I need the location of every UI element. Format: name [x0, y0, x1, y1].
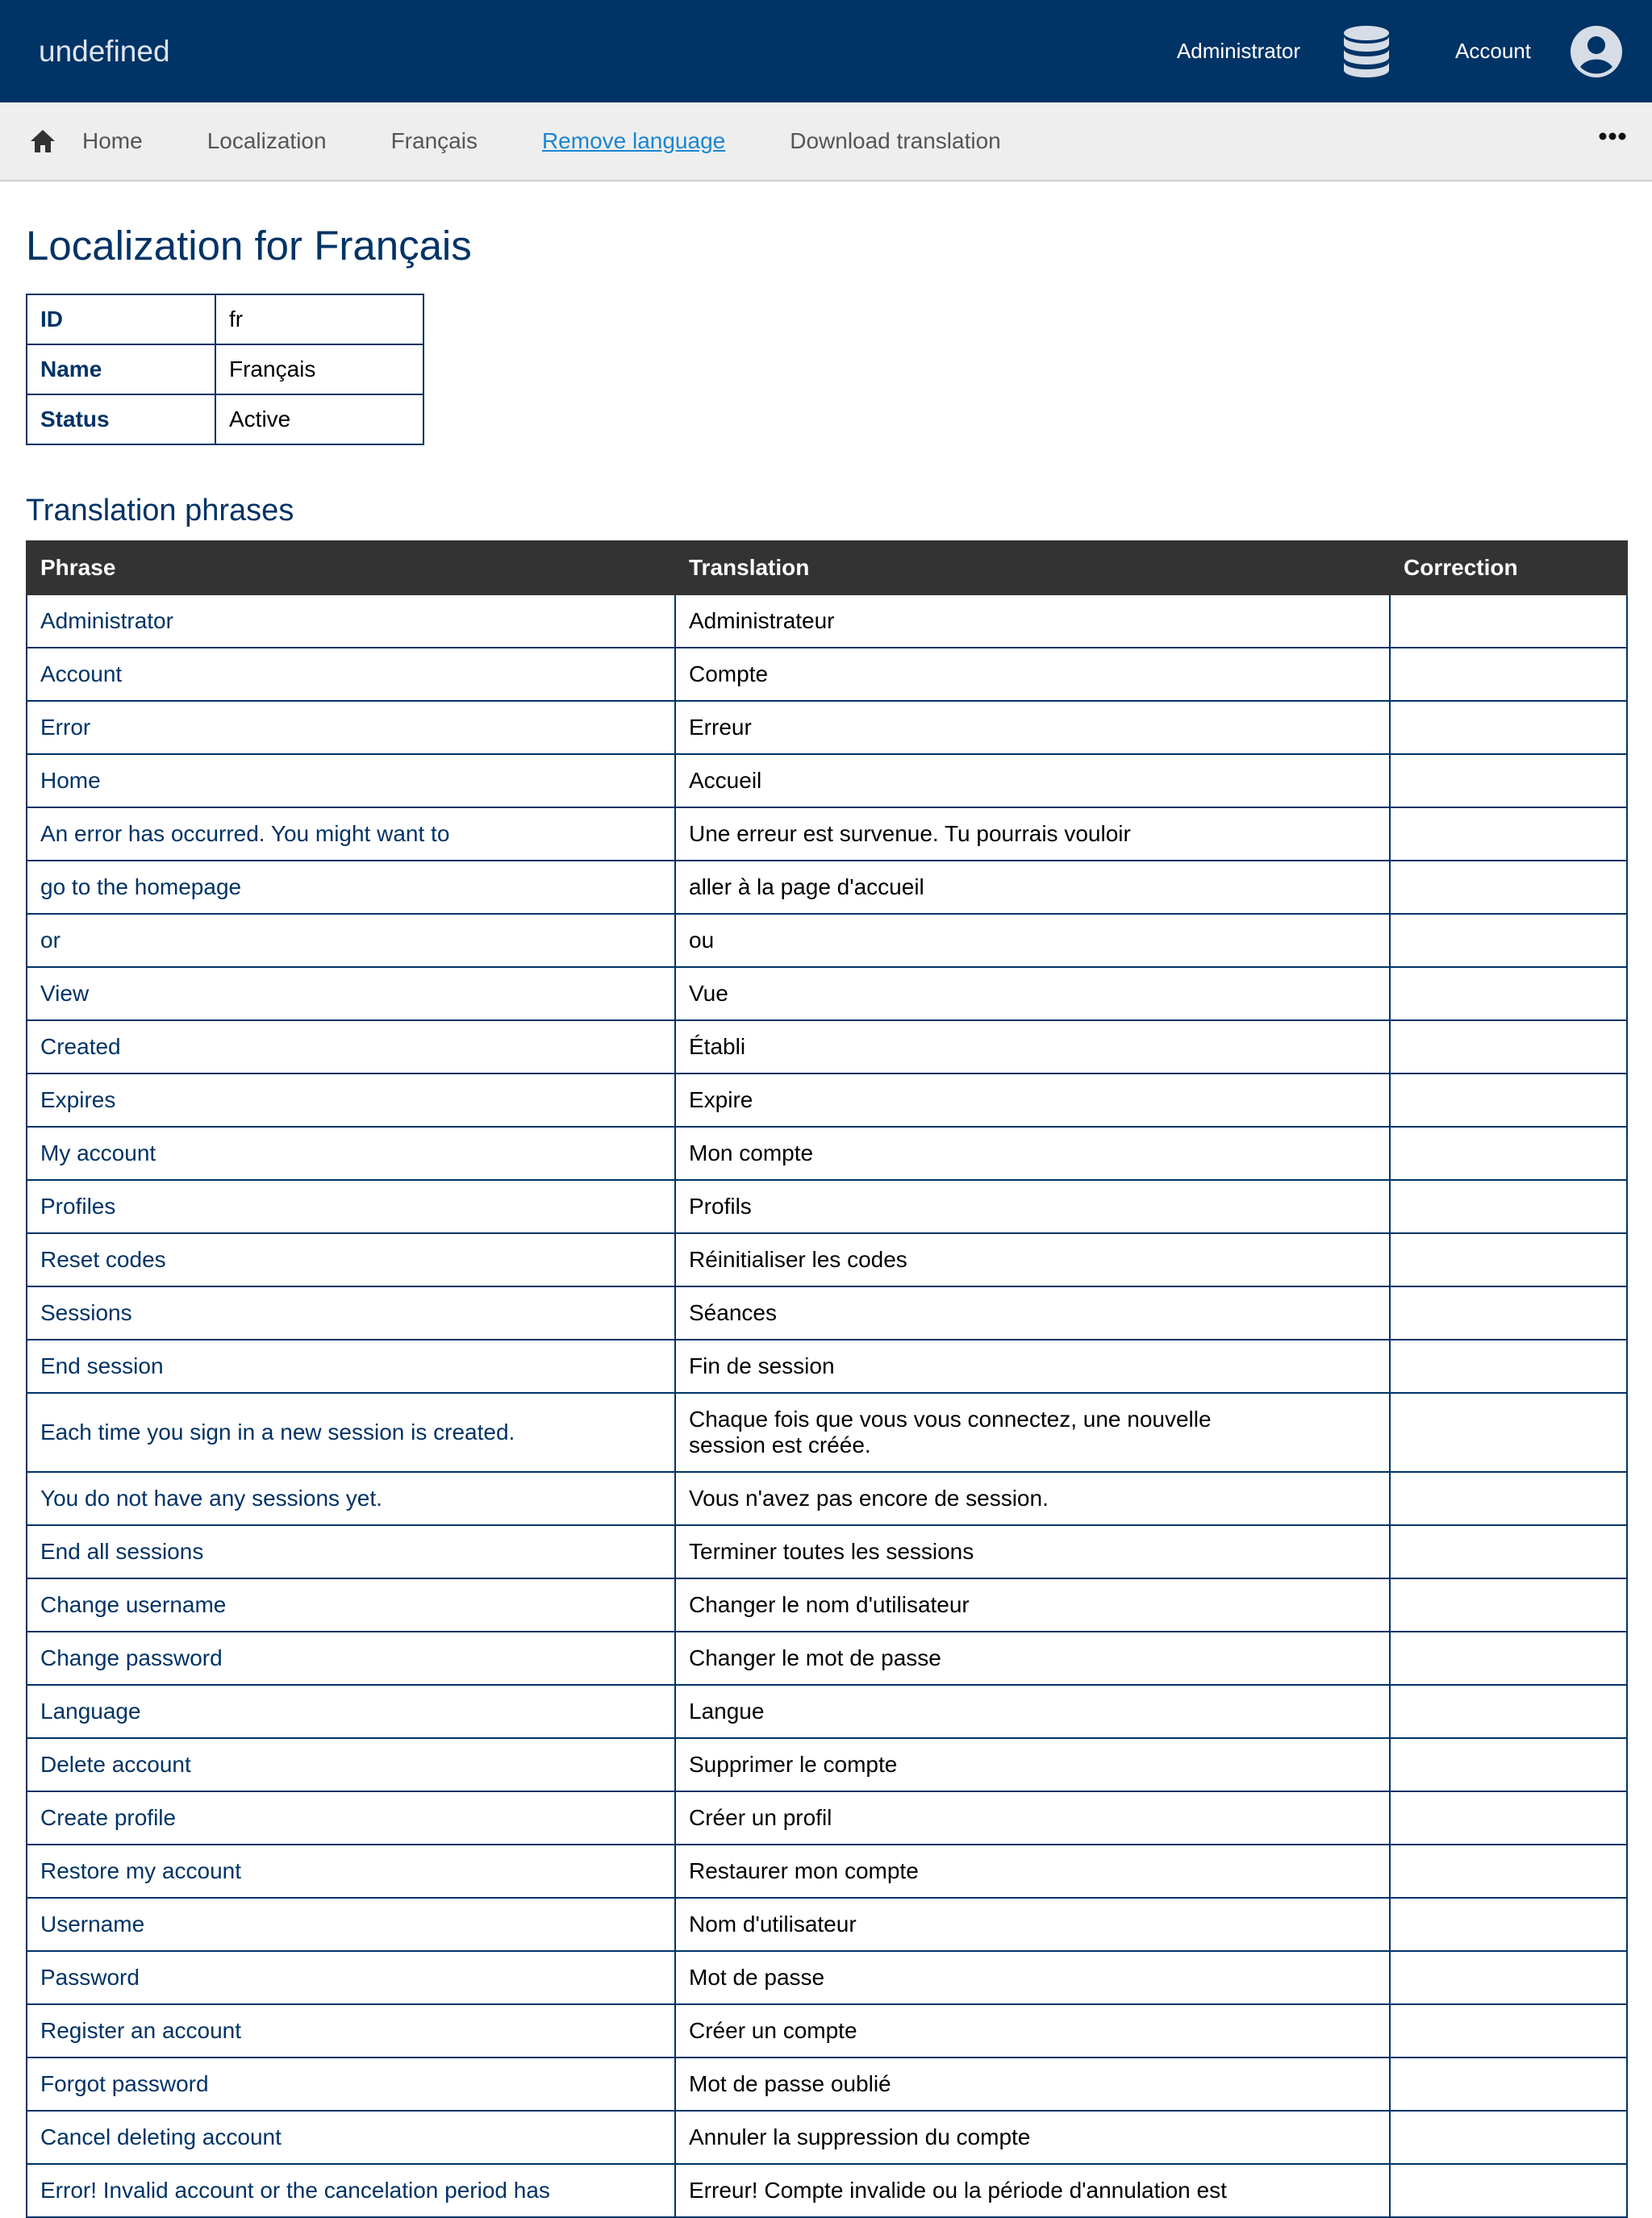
table-row	[27, 2004, 1627, 2057]
table-row	[27, 648, 1627, 701]
account-link[interactable]: Account	[1455, 39, 1531, 63]
correction-cell[interactable]	[1390, 1340, 1627, 1393]
phrase-link[interactable]: go to the homepage	[27, 861, 675, 914]
info-key: Status	[27, 394, 215, 444]
table-row	[27, 2057, 1627, 2111]
phrase-link[interactable]: Create profile	[27, 1791, 675, 1845]
nav-home[interactable]: Home	[82, 128, 143, 153]
translation-text: Supprimer le compte	[689, 1751, 898, 1777]
home-icon[interactable]	[29, 127, 58, 156]
correction-cell[interactable]	[1390, 1951, 1627, 2004]
table-row	[27, 2111, 1627, 2164]
table-row	[27, 1898, 1627, 1951]
translation-text: Établi	[689, 1033, 746, 1059]
main-content	[0, 181, 1652, 2218]
phrase-link[interactable]: End all sessions	[27, 1525, 675, 1578]
correction-cell[interactable]	[1390, 2004, 1627, 2057]
translation-text: Expire	[689, 1086, 753, 1112]
correction-cell[interactable]	[1390, 1898, 1627, 1951]
translation-text: Nom d'utilisateur	[689, 1911, 857, 1937]
correction-cell[interactable]	[1390, 807, 1627, 861]
table-row	[27, 1632, 1627, 1685]
phrase-link[interactable]: Account	[27, 648, 675, 701]
translation-text: Restaurer mon compte	[689, 1857, 919, 1883]
correction-cell[interactable]	[1390, 914, 1627, 967]
translation-cell	[675, 2111, 1390, 2164]
phrase-link[interactable]: Forgot password	[27, 2057, 675, 2111]
correction-cell[interactable]	[1390, 2111, 1627, 2164]
info-row	[27, 294, 423, 344]
nav-language[interactable]: Français	[390, 128, 478, 153]
phrase-link[interactable]: Restore my account	[27, 1845, 675, 1898]
correction-cell[interactable]	[1390, 1525, 1627, 1578]
table-row	[27, 1845, 1627, 1898]
table-row	[27, 1020, 1627, 1074]
correction-cell[interactable]	[1390, 1020, 1627, 1074]
translation-cell	[675, 1127, 1390, 1180]
translation-text: Une erreur est survenue. Tu pourrais vouloir	[689, 820, 1131, 846]
correction-cell[interactable]	[1390, 2057, 1627, 2111]
table-row	[27, 1472, 1627, 1525]
correction-cell[interactable]	[1390, 1074, 1627, 1127]
translation-text: Vous n'avez pas encore de session.	[689, 1485, 1049, 1511]
phrase-link[interactable]: Register an account	[27, 2004, 675, 2057]
column-header-correction: Correction	[1390, 541, 1627, 594]
table-row	[27, 1685, 1627, 1738]
phrase-link[interactable]: Expires	[27, 1074, 675, 1127]
table-row	[27, 1578, 1627, 1632]
table-row	[27, 1525, 1627, 1578]
table-row	[27, 807, 1627, 861]
phrase-link[interactable]: Home	[27, 754, 675, 807]
translation-text: Langue	[689, 1698, 765, 1724]
correction-cell[interactable]	[1390, 1578, 1627, 1632]
translation-cell	[675, 1951, 1390, 2004]
translation-cell	[675, 1898, 1390, 1951]
translation-cell	[675, 594, 1390, 648]
user-circle-icon[interactable]	[1570, 25, 1623, 78]
language-info-table	[26, 294, 424, 445]
phrase-link[interactable]: Administrator	[27, 594, 675, 648]
translation-cell	[675, 1738, 1390, 1791]
translation-text: Réinitialiser les codes	[689, 1246, 907, 1272]
table-row	[27, 1951, 1627, 2004]
correction-cell[interactable]	[1390, 701, 1627, 754]
phrase-link[interactable]: Cancel deleting account	[27, 2111, 675, 2164]
info-key: Name	[27, 344, 215, 394]
phrase-link[interactable]: Created	[27, 1020, 675, 1074]
table-row	[27, 1340, 1627, 1393]
translation-cell	[675, 807, 1390, 861]
table-row	[27, 1393, 1627, 1472]
header-actions	[1177, 25, 1623, 78]
phrase-link[interactable]: or	[27, 914, 675, 967]
info-value: fr	[215, 294, 423, 344]
more-options-icon[interactable]	[1599, 130, 1626, 144]
translation-text: ou	[689, 927, 715, 953]
correction-cell[interactable]	[1390, 2164, 1627, 2217]
translation-cell	[675, 967, 1390, 1020]
correction-cell[interactable]	[1390, 1845, 1627, 1898]
phrase-link[interactable]: Change password	[27, 1632, 675, 1685]
correction-cell[interactable]	[1390, 1233, 1627, 1286]
translation-text: Erreur	[689, 714, 752, 740]
table-row	[27, 914, 1627, 967]
translation-cell	[675, 2164, 1390, 2217]
top-header	[0, 0, 1652, 102]
phrase-link[interactable]: Error	[27, 701, 675, 754]
phrase-link[interactable]: You do not have any sessions yet.	[27, 1472, 675, 1525]
correction-cell[interactable]	[1390, 594, 1627, 648]
table-row	[27, 1074, 1627, 1127]
correction-cell[interactable]	[1390, 1472, 1627, 1525]
translation-text: Erreur! Compte invalide ou la période d'annulation est	[689, 2177, 1227, 2203]
info-value: Active	[215, 394, 423, 444]
translation-cell	[675, 1578, 1390, 1632]
phrase-link[interactable]: My account	[27, 1127, 675, 1180]
translation-cell	[675, 1074, 1390, 1127]
translation-cell	[675, 1525, 1390, 1578]
translation-cell	[675, 1286, 1390, 1340]
phrase-link[interactable]: Error! Invalid account or the cancelation period has	[27, 2164, 675, 2217]
translation-text: Créer un compte	[689, 2017, 857, 2043]
correction-cell[interactable]	[1390, 648, 1627, 701]
translation-text: Compte	[689, 661, 769, 686]
info-key: ID	[27, 294, 215, 344]
table-header-row	[27, 541, 1627, 594]
correction-cell[interactable]	[1390, 1632, 1627, 1685]
correction-cell[interactable]	[1390, 1180, 1627, 1233]
translation-text: Administrateur	[689, 607, 835, 633]
phrase-link[interactable]: Profiles	[27, 1180, 675, 1233]
translation-cell	[675, 1685, 1390, 1738]
phrase-link[interactable]: Password	[27, 1951, 675, 2004]
correction-cell[interactable]	[1390, 967, 1627, 1020]
phrase-link[interactable]: Language	[27, 1685, 675, 1738]
translation-cell	[675, 2057, 1390, 2111]
translation-text: Chaque fois que vous vous connectez, une nouvelle session est créée.	[689, 1406, 1212, 1457]
correction-cell[interactable]	[1390, 1286, 1627, 1340]
download-translation-link[interactable]: Download translation	[790, 128, 1001, 153]
brand-title[interactable]: undefined	[39, 34, 170, 68]
correction-cell[interactable]	[1390, 754, 1627, 807]
translation-text: Mot de passe oublié	[689, 2070, 891, 2096]
table-row	[27, 754, 1627, 807]
translation-text: Mon compte	[689, 1140, 814, 1165]
phrase-link[interactable]: Sessions	[27, 1286, 675, 1340]
table-row	[27, 2164, 1627, 2217]
column-header-translation: Translation	[675, 541, 1390, 594]
translation-cell	[675, 648, 1390, 701]
translation-text: Créer un profil	[689, 1804, 832, 1830]
phrase-link[interactable]: Reset codes	[27, 1233, 675, 1286]
translation-cell	[675, 1233, 1390, 1286]
info-value: Français	[215, 344, 423, 394]
remove-language-link[interactable]: Remove language	[541, 128, 726, 153]
correction-cell[interactable]	[1390, 1791, 1627, 1845]
table-row	[27, 967, 1627, 1020]
translation-cell	[675, 1180, 1390, 1233]
table-row	[27, 1127, 1627, 1180]
nav-localization[interactable]: Localization	[206, 128, 327, 153]
table-row	[27, 1738, 1627, 1791]
translation-text: Séances	[689, 1299, 777, 1325]
correction-cell[interactable]	[1390, 1393, 1627, 1472]
translation-cell	[675, 1632, 1390, 1685]
translation-cell	[675, 754, 1390, 807]
table-row	[27, 701, 1627, 754]
column-header-phrase: Phrase	[27, 541, 675, 594]
translation-cell	[675, 1845, 1390, 1898]
info-row	[27, 394, 423, 444]
correction-cell[interactable]	[1390, 1685, 1627, 1738]
translation-text: Annuler la suppression du compte	[689, 2124, 1031, 2149]
database-icon[interactable]	[1342, 25, 1391, 78]
section-title: Translation phrases	[26, 494, 294, 527]
table-row	[27, 1180, 1627, 1233]
translation-cell	[675, 1020, 1390, 1074]
translation-text: Profils	[689, 1193, 752, 1219]
phrase-link[interactable]: Username	[27, 1898, 675, 1951]
translation-text: aller à la page d'accueil	[689, 873, 924, 899]
translation-text: Vue	[689, 980, 728, 1006]
translation-cell	[675, 2004, 1390, 2057]
translation-text: Accueil	[689, 767, 762, 793]
translation-text: Mot de passe	[689, 1964, 825, 1990]
translation-cell	[675, 1791, 1390, 1845]
phrase-link[interactable]: Delete account	[27, 1738, 675, 1791]
table-row	[27, 1286, 1627, 1340]
phrase-link[interactable]: Change username	[27, 1578, 675, 1632]
table-row	[27, 594, 1627, 648]
breadcrumb-nav	[0, 102, 1652, 181]
table-row	[27, 1233, 1627, 1286]
page-title: Localization for Français	[26, 223, 472, 269]
translation-text: Changer le nom d'utilisateur	[689, 1591, 970, 1617]
translation-phrases-table	[26, 540, 1628, 2218]
translation-text: Changer le mot de passe	[689, 1645, 941, 1670]
translation-cell	[675, 1340, 1390, 1393]
administrator-link[interactable]: Administrator	[1176, 39, 1301, 63]
translation-cell	[675, 861, 1390, 914]
translation-cell	[675, 914, 1390, 967]
correction-cell[interactable]	[1390, 861, 1627, 914]
table-row	[27, 861, 1627, 914]
phrase-link[interactable]: View	[27, 967, 675, 1020]
translation-cell	[675, 701, 1390, 754]
correction-cell[interactable]	[1390, 1127, 1627, 1180]
phrase-link[interactable]: An error has occurred. You might want to	[27, 807, 675, 861]
correction-cell[interactable]	[1390, 1738, 1627, 1791]
phrase-link[interactable]: Each time you sign in a new session is created.	[27, 1393, 675, 1472]
table-row	[27, 1791, 1627, 1845]
translation-cell	[675, 1472, 1390, 1525]
translation-text: Terminer toutes les sessions	[689, 1538, 974, 1564]
translation-cell	[675, 1393, 1390, 1472]
info-row	[27, 344, 423, 394]
phrase-link[interactable]: End session	[27, 1340, 675, 1393]
translation-text: Fin de session	[689, 1353, 835, 1378]
